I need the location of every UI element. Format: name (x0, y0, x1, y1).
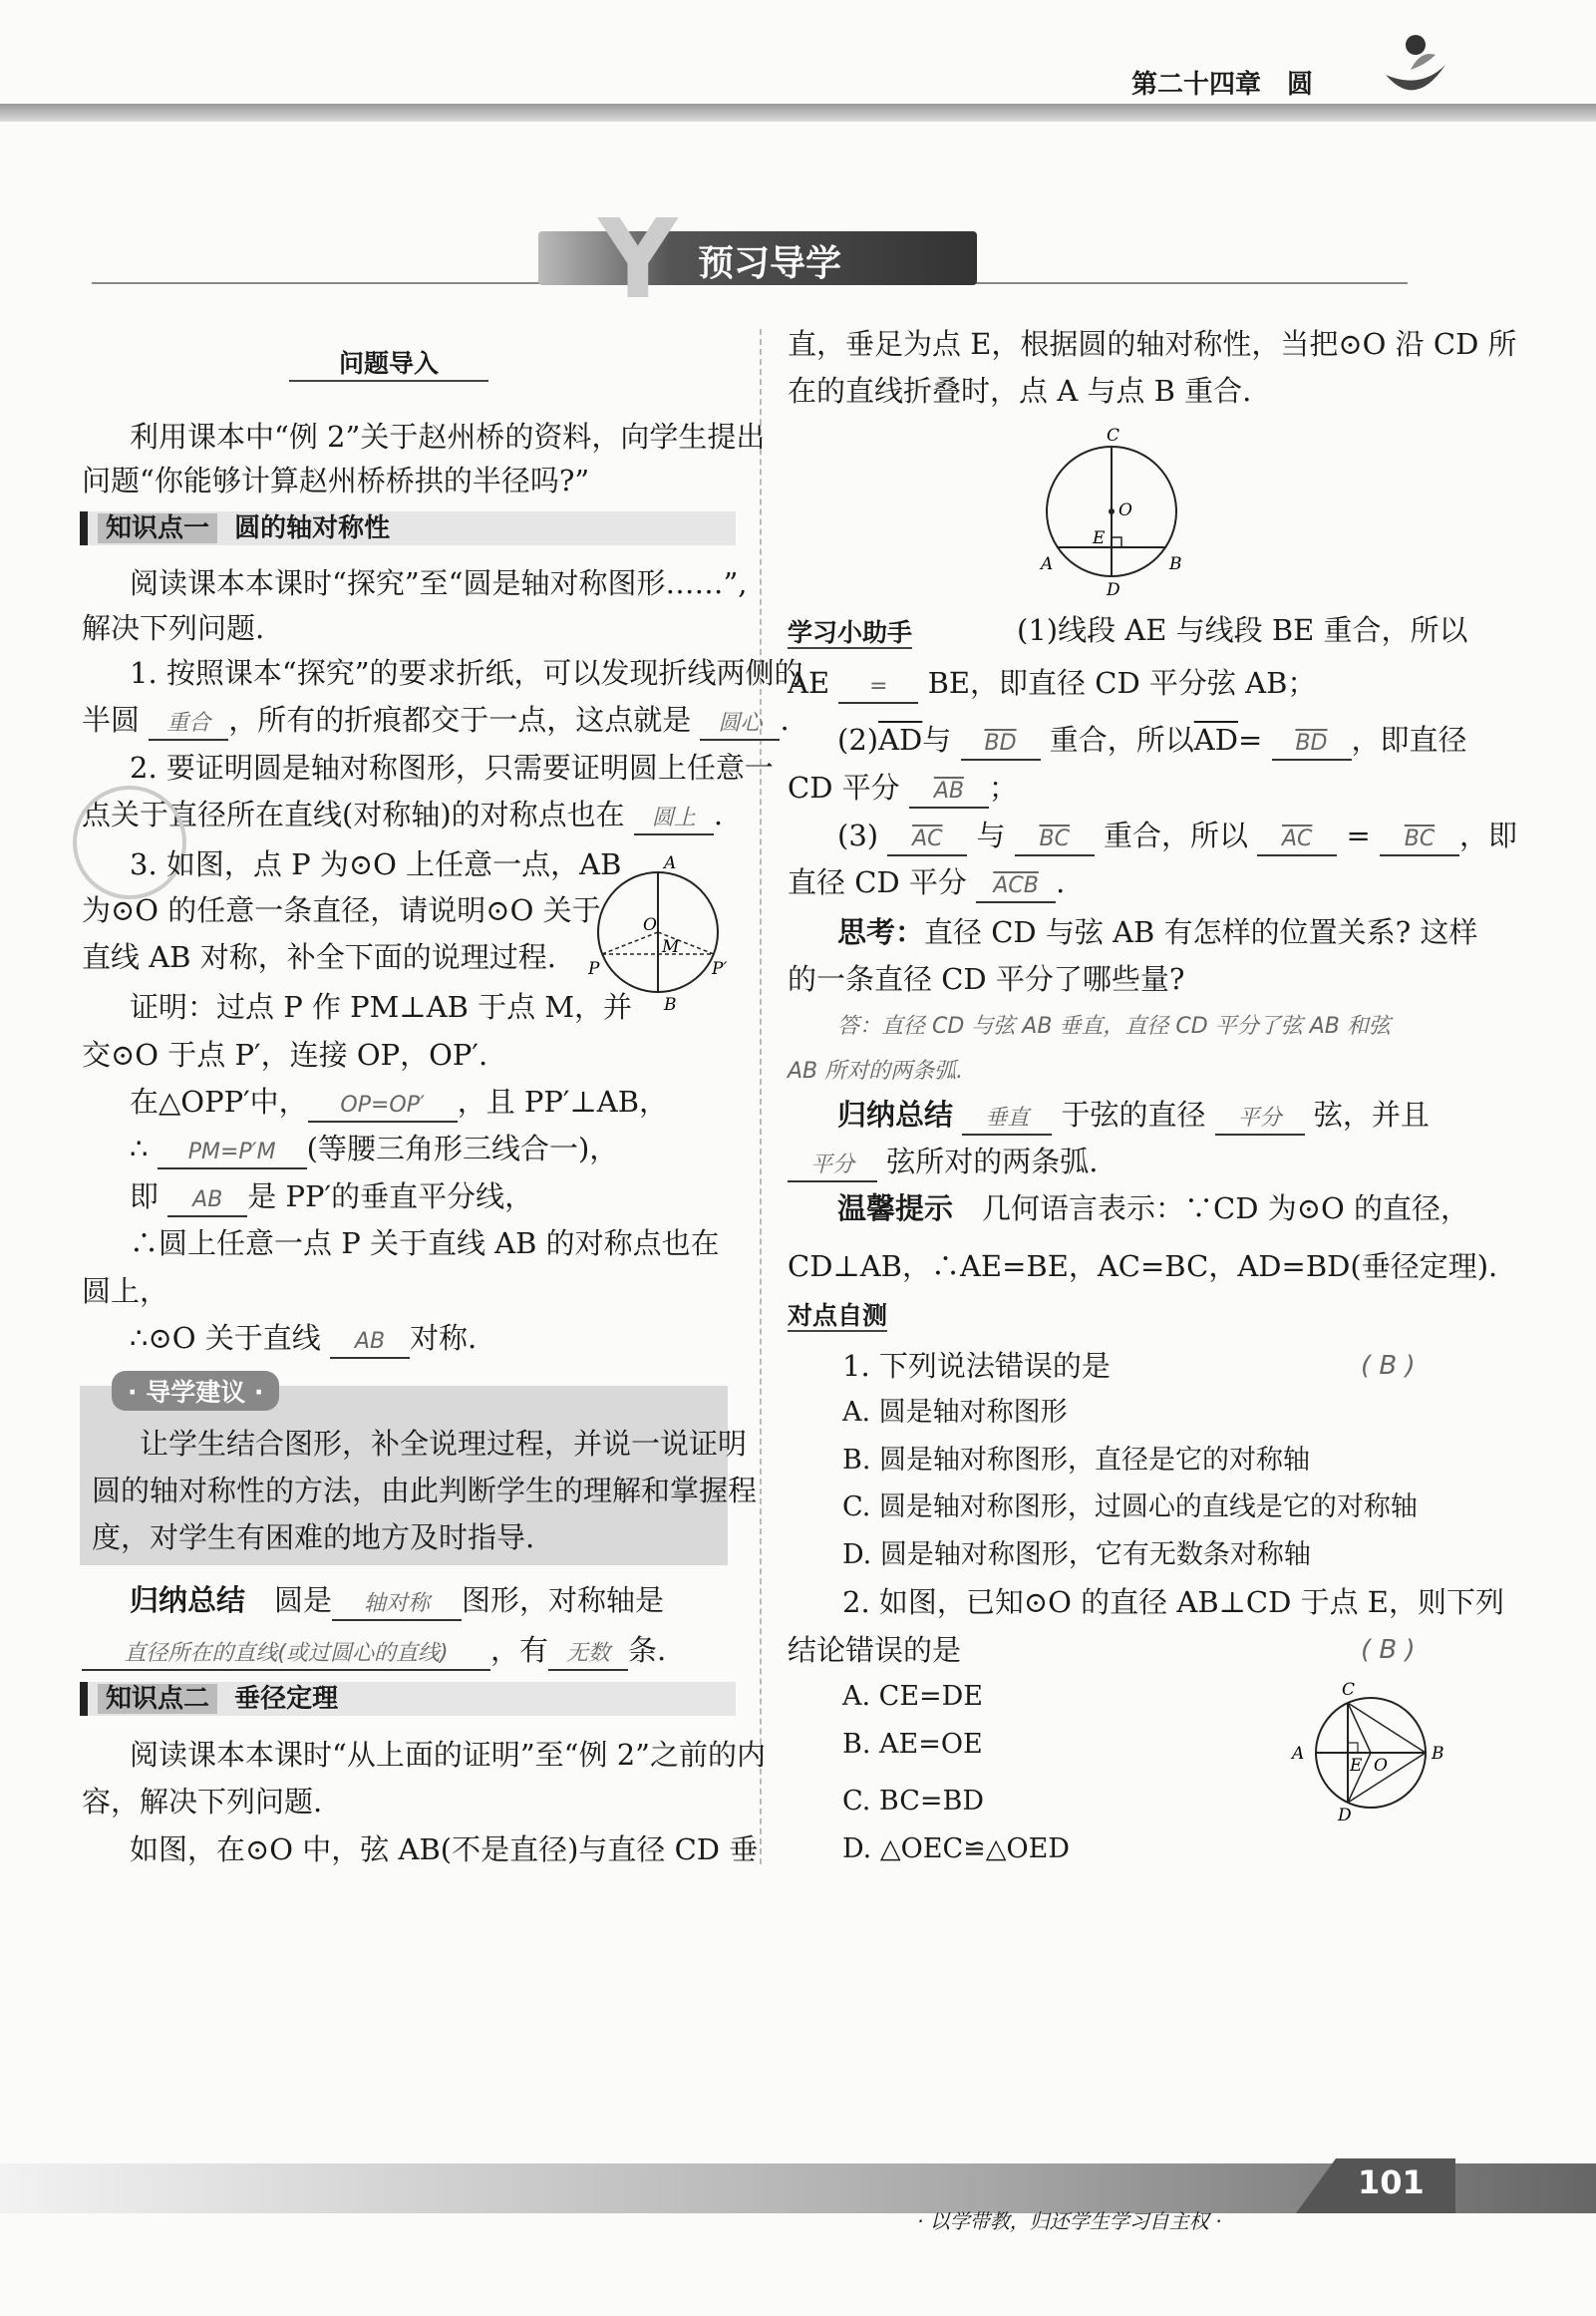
tip-line-2: CD⊥AB，∴AE=BE，AC=BC，AD=BD(垂径定理). (788, 1249, 1498, 1283)
think-line-1 (837, 912, 1477, 952)
summary-1-answer-3: 无数 (548, 1639, 628, 1671)
summary-1-line-2 (82, 1630, 666, 1671)
q1-line-2: 半圆 重合 ，所有的折痕都交于一点，这点就是 圆心 . (82, 700, 790, 741)
fig2-label-C: C (1107, 426, 1120, 446)
summary-2-answer-1: 垂直 (962, 1104, 1052, 1136)
helper-3-line-1 (837, 816, 1517, 856)
helper-2-arc-1: $\overline{AD}$ (878, 723, 923, 757)
helper-2-answer-2: $\overline{BD}$ (1272, 729, 1352, 761)
summary-1-text-2: 图形，对称轴是 (462, 1583, 665, 1617)
tip-line-1 (837, 1188, 1469, 1228)
test-2-option-d: D. △OEC≌△OED (842, 1833, 1070, 1864)
q2-text: 点关于直径所在直线(对称轴)的对称点也在 (82, 798, 625, 831)
q2-line-2: 点关于直径所在直线(对称轴)的对称点也在 圆上 . (82, 795, 723, 835)
test-heading (788, 1296, 887, 1332)
banner-title: 预习导学 (698, 243, 842, 284)
test-1-question: 1. 下列说法错误的是 (842, 1349, 1111, 1383)
fig1-label-P-prime: P′ (712, 959, 728, 979)
chapter-title: 第二十四章 圆 (1131, 70, 1314, 100)
helper-label: 学习小助手 (788, 618, 913, 647)
figure-circle-test (1286, 1675, 1465, 1824)
fig3-label-A: A (1292, 1744, 1305, 1764)
q3-line-1: 3. 如图，点 P 为⊙O 上任意一点，AB (130, 847, 622, 881)
helper-2-text-7: ； (988, 771, 1018, 805)
proof-line-5 (130, 1176, 533, 1217)
kp2-line-3: 如图，在⊙O 中，弦 AB(不是直径)与直径 CD 垂 (130, 1832, 759, 1866)
q1-answer-2: 圆心 (700, 709, 780, 741)
fig3-label-D: D (1338, 1806, 1352, 1824)
helper-2-text-5: ，即直径 (1351, 723, 1467, 757)
page-number: 101 (1358, 2163, 1425, 2201)
q3-line-3: 直线 AB 对称，补全下面的说理过程. (82, 940, 556, 974)
proof-line-1: 证明：过点 P 作 PM⊥AB 于点 M，并 (130, 990, 633, 1024)
helper-heading (788, 613, 912, 649)
kp2-label: 知识点二 (98, 1684, 217, 1714)
helper-3-text-7: . (1056, 865, 1066, 899)
summary-1-label: 归纳总结 (130, 1583, 246, 1617)
proof-3-text: 在△OPP′中， (130, 1085, 308, 1119)
helper-1-answer: = (838, 672, 918, 704)
test-1-option-b: B. 圆是轴对称图形，直径是它的对称轴 (842, 1445, 1311, 1476)
helper-2-line-2 (788, 768, 1018, 809)
fig3-label-E: E (1350, 1756, 1363, 1776)
test-1-answer: ( B ) (1361, 1351, 1416, 1381)
figure-circle-cd (1037, 424, 1186, 598)
think-text: 直径 CD 与弦 AB 有怎样的位置关系? 这样 (924, 915, 1478, 949)
banner-letter-icon: Y (598, 195, 678, 323)
helper-2-text-3: 重合，所以 (1049, 723, 1194, 757)
test-2-question-2: 结论错误的是 (788, 1633, 962, 1667)
guide-line-2: 圆的轴对称性的方法，由此判断学生的理解和掌握程 (92, 1474, 758, 1507)
summary-2-text-3: 弦所对的两条弧. (886, 1145, 1099, 1178)
q2-line-1: 2. 要证明圆是轴对称图形，只需要证明圆上任意一 (130, 751, 774, 785)
test-2-option-b: B. AE=OE (842, 1729, 983, 1760)
test-2-option-c: C. BC=BD (842, 1786, 984, 1817)
fig1-label-B: B (664, 995, 677, 1012)
summary-2-text: 于弦的直径 (1061, 1098, 1206, 1132)
helper-3-answer-3: $\overline{AC}$ (1257, 825, 1337, 856)
proof-line-3 (130, 1082, 668, 1123)
helper-3-text-5: ，即 (1458, 819, 1517, 852)
header-bar (0, 104, 1596, 122)
summary-1-text-4: 条. (628, 1633, 667, 1667)
answer-line-2: AB 所对的两条弧. (788, 1059, 964, 1084)
helper-2-answer-1: $\overline{BD}$ (961, 729, 1041, 761)
guide-title: · 导学建议 · (112, 1371, 279, 1411)
guide-line-3: 度，对学生有困难的地方及时指导. (92, 1520, 535, 1554)
helper-2-text: (2) (837, 723, 879, 757)
helper-3-answer-1: $\overline{AC}$ (887, 825, 967, 856)
test-label: 对点自测 (788, 1301, 888, 1330)
fig1-label-A: A (664, 853, 677, 873)
helper-1-line-1: (1)线段 AE 与线段 BE 重合，所以 (1017, 613, 1468, 647)
tip-label: 温馨提示 (837, 1191, 954, 1225)
helper-2-text-4: = (1237, 723, 1263, 757)
proof-3-answer: OP=OP′ (308, 1091, 458, 1123)
fig1-label-M: M (662, 937, 680, 957)
proof-8-text-2: 对称. (409, 1321, 478, 1355)
kp2-title: 垂径定理 (234, 1684, 339, 1714)
proof-line-8 (130, 1318, 477, 1359)
kp1-label: 知识点一 (98, 513, 217, 543)
fig3-label-B: B (1432, 1744, 1444, 1764)
helper-3-answer-5: $\overline{ACB}$ (976, 871, 1056, 903)
q1-text-2: ，所有的折痕都交于一点，这点就是 (228, 703, 692, 737)
helper-3-text-4: = (1346, 819, 1371, 852)
helper-1-text: AE (788, 666, 830, 700)
kp1-heading (80, 511, 736, 545)
summary-2-text-2: 弦，并且 (1313, 1098, 1430, 1132)
test-1-option-c: C. 圆是轴对称图形，过圆心的直线是它的对称轴 (842, 1491, 1418, 1522)
fig3-label-O: O (1374, 1756, 1388, 1776)
helper-3-text-3: 重合，所以 (1103, 819, 1248, 852)
fig1-label-O: O (643, 915, 657, 935)
proof-5-text: 即 (130, 1179, 160, 1213)
summary-1-text-3: ，有 (490, 1633, 549, 1667)
q1-answer-1: 重合 (149, 709, 228, 741)
proof-4-text-2: (等腰三角形三线合一)， (306, 1132, 619, 1165)
test-2-option-a: A. CE=DE (842, 1681, 984, 1712)
summary-2-answer-2: 平分 (1215, 1104, 1305, 1136)
helper-3-line-2 (788, 862, 1065, 903)
tip-text: 几何语言表示：∵CD 为⊙O 的直径， (982, 1191, 1469, 1225)
helper-2-line-1 (837, 720, 1467, 761)
intro-line-1: 利用课本中“例 2”关于赵州桥的资料，向学生提出 (130, 420, 766, 454)
summary-2-line-2 (788, 1142, 1098, 1182)
helper-2-answer-3: $\overline{AB}$ (909, 777, 989, 809)
fig2-label-A: A (1041, 554, 1054, 574)
helper-3-answer-2: $\overline{BC}$ (1015, 825, 1095, 856)
test-1-option-a: A. 圆是轴对称图形 (842, 1397, 1068, 1428)
guide-line-1: 让学生结合图形，补全说理过程，并说一说证明 (140, 1427, 748, 1461)
helper-1-text-2: BE，即直径 CD 平分弦 AB； (927, 666, 1317, 700)
kp2-line-1: 阅读课本本课时“从上面的证明”至“例 2”之前的内 (130, 1738, 766, 1772)
kp2-heading (80, 1682, 736, 1716)
summary-1-text: 圆是 (274, 1583, 333, 1617)
proof-line-6: ∴圆上任意一点 P 关于直线 AB 的对称点也在 (130, 1226, 720, 1260)
think-label: 思考： (837, 915, 925, 949)
proof-line-7: 圆上， (82, 1274, 169, 1308)
proof-5-answer: AB (167, 1185, 247, 1217)
summary-1-answer-1: 轴对称 (332, 1589, 462, 1621)
right-line-2: 在的直线折叠时，点 A 与点 B 重合. (788, 374, 1252, 408)
think-line-2: 的一条直径 CD 平分了哪些量? (788, 962, 1185, 996)
test-1-option-d: D. 圆是轴对称图形，它有无数条对称轴 (842, 1539, 1311, 1570)
q2-answer: 圆上 (634, 804, 714, 835)
fig2-label-O: O (1118, 500, 1132, 520)
summary-2-line-1 (837, 1095, 1430, 1136)
proof-8-answer: AB (330, 1327, 410, 1359)
intro-line-2: 问题“你能够计算赵州桥桥拱的半径吗?” (82, 464, 590, 497)
proof-8-text: ∴⊙O 关于直线 (130, 1321, 321, 1355)
footer-slogan: · 以学带教，归还学生学习自主权 · (917, 2209, 1222, 2233)
summary-1-answer-2: 直径所在的直线(或过圆心的直线) (82, 1639, 490, 1671)
summary-2-label: 归纳总结 (837, 1098, 954, 1132)
helper-2-arc-2: $\overline{AD}$ (1193, 723, 1238, 757)
logo-icon (1381, 30, 1450, 110)
helper-3-answer-4: $\overline{BC}$ (1380, 825, 1459, 856)
test-2-question-1: 2. 如图，已知⊙O 的直径 AB⊥CD 于点 E，则下列 (842, 1585, 1504, 1619)
helper-2-text-6: CD 平分 (788, 771, 900, 805)
test-2-answer: ( B ) (1361, 1635, 1416, 1665)
kp1-line-2: 解决下列问题. (82, 611, 265, 645)
answer-line-1: 答：直径 CD 与弦 AB 垂直，直径 CD 平分了弦 AB 和弦 (837, 1014, 1391, 1039)
proof-4-answer: PM=P′M (158, 1138, 307, 1169)
fig2-label-B: B (1169, 554, 1182, 574)
q1-line-1: 1. 按照课本“探究”的要求折纸，可以发现折线两侧的 (130, 656, 803, 690)
kp2-line-2: 容，解决下列问题. (82, 1785, 323, 1819)
q1-text: 半圆 (82, 703, 141, 737)
q3-line-2: 为⊙O 的任意一条直径，请说明⊙O 关于 (82, 893, 601, 927)
helper-3-text-6: 直径 CD 平分 (788, 865, 967, 899)
helper-3-text-2: 与 (976, 819, 1006, 852)
kp1-line-1: 阅读课本本课时“探究”至“圆是轴对称图形……”, (130, 566, 748, 600)
helper-3-text: (3) (837, 819, 879, 852)
column-divider (760, 329, 762, 1864)
proof-5-text-2: 是 PP′的垂直平分线， (247, 1179, 534, 1213)
summary-1-line-1 (130, 1580, 664, 1621)
fig2-label-D: D (1107, 580, 1120, 598)
intro-heading: 问题导入 (289, 344, 488, 382)
helper-1-line-2 (788, 663, 1316, 704)
proof-line-4 (130, 1129, 618, 1169)
right-line-1: 直，垂足为点 E，根据圆的轴对称性，当把⊙O 沿 CD 所 (788, 327, 1517, 361)
proof-4-text: ∴ (130, 1132, 149, 1165)
stamp-watermark-icon (65, 778, 194, 907)
fig1-label-P: P (588, 959, 600, 979)
proof-3-text-2: ，且 PP′⊥AB， (457, 1085, 669, 1119)
kp1-title: 圆的轴对称性 (234, 513, 391, 543)
fig3-label-C: C (1342, 1680, 1356, 1700)
helper-2-text-2: 与 (922, 723, 952, 757)
summary-2-answer-3: 平分 (788, 1151, 877, 1182)
proof-line-2: 交⊙O 于点 P′，连接 OP，OP′. (82, 1038, 488, 1072)
fig2-label-E: E (1093, 528, 1106, 548)
